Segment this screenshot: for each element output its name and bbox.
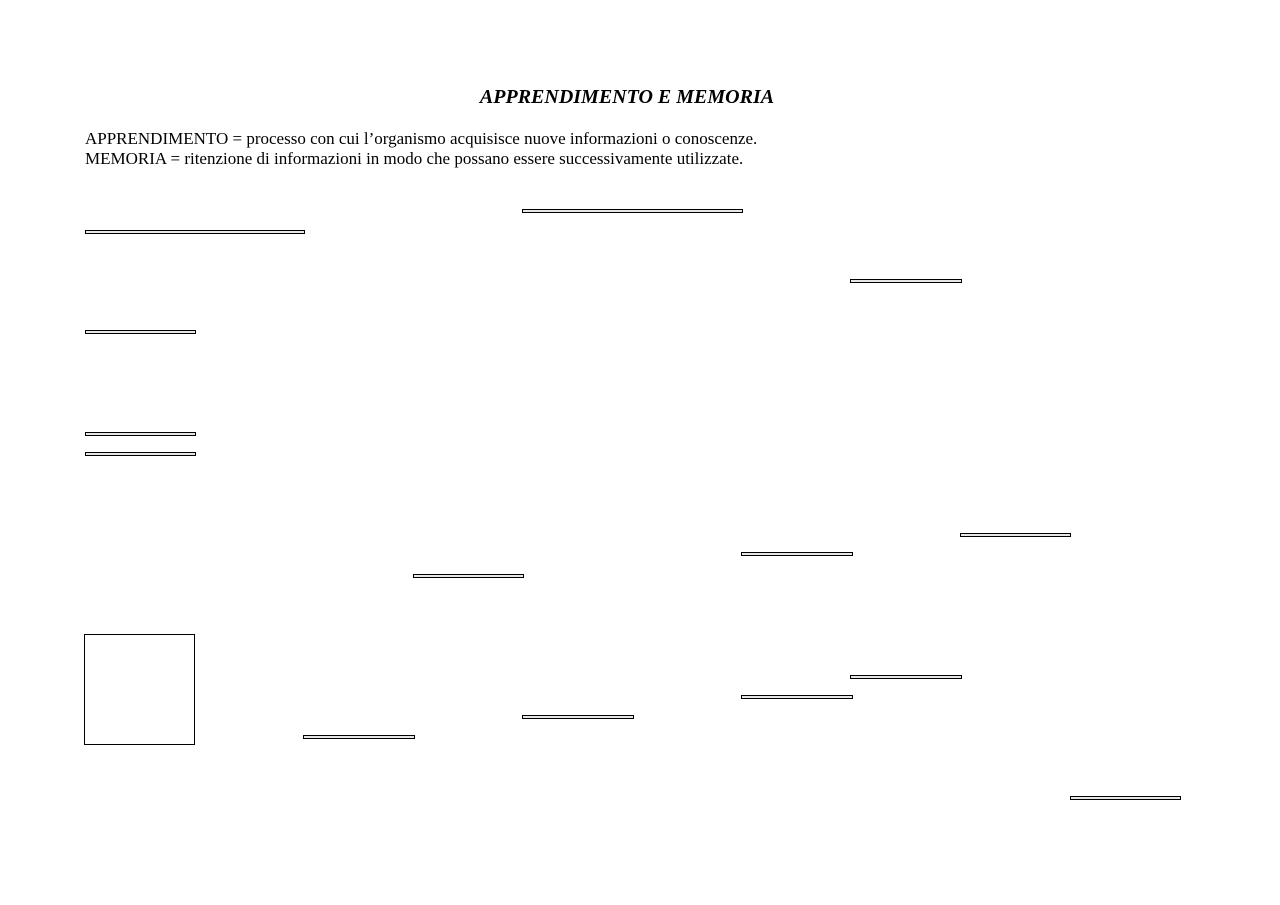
diagram-line — [1070, 796, 1181, 800]
definitions-block — [85, 129, 757, 169]
definition-apprendimento: APPRENDIMENTO = processo con cui l’organismo acquisisce nuove informazioni o conoscenze. — [85, 129, 758, 148]
definition-memoria: MEMORIA = ritenzione di informazioni in modo che possano essere successivamente utilizzate. — [85, 149, 744, 168]
diagram-line — [413, 574, 524, 578]
diagram-line — [85, 230, 305, 234]
diagram-line — [85, 432, 196, 436]
diagram-line — [850, 279, 962, 283]
diagram-line — [850, 675, 962, 679]
diagram-line — [85, 452, 196, 456]
diagram-box — [84, 634, 195, 745]
diagram-line — [85, 330, 196, 334]
diagram-line — [960, 533, 1071, 537]
diagram-line — [522, 715, 634, 719]
diagram-line — [741, 695, 853, 699]
diagram-line — [522, 209, 743, 213]
diagram-line — [741, 552, 853, 556]
diagram-line — [303, 735, 415, 739]
page-title: APPRENDIMENTO E MEMORIA — [479, 86, 775, 108]
